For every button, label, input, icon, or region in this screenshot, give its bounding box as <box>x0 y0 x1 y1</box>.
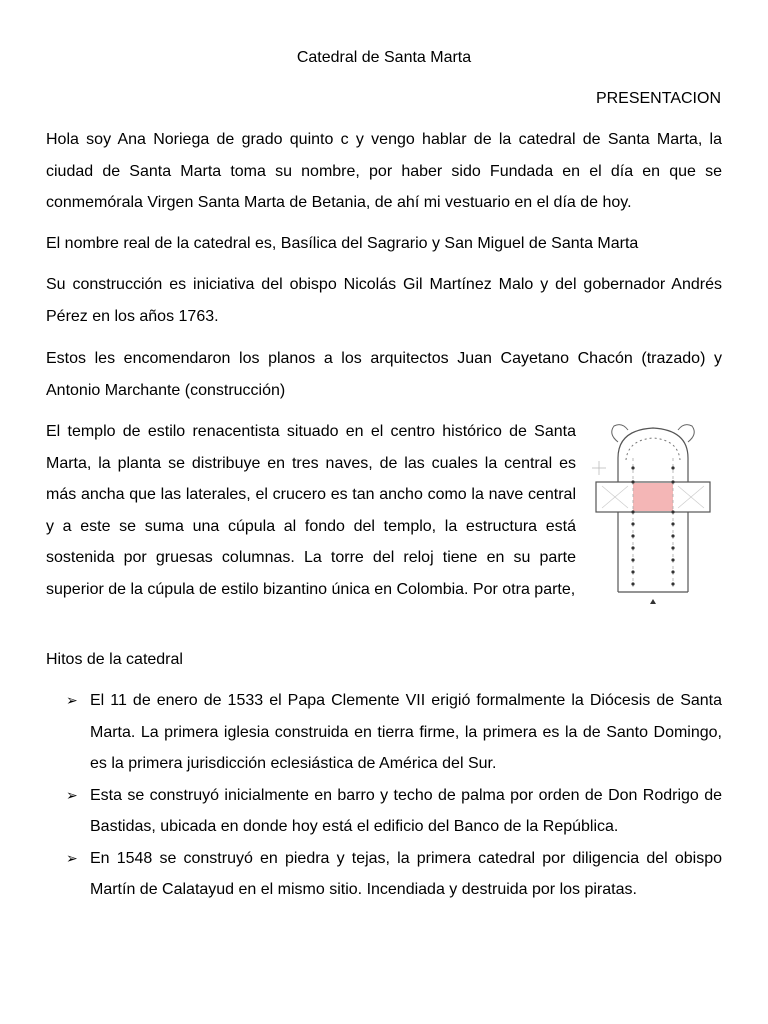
list-item <box>66 843 722 906</box>
paragraph-real-name: El nombre real de la catedral es, Basílica del Sagrario y San Miguel de Santa Marta <box>46 235 639 252</box>
paragraph-temple-description: El templo de estilo renacentista situado en el centro histórico de Santa Marta, la planta se distribuye en tres naves, de las cuales la central es más ancha que las laterales, el crucero es tan ancho como la nave central y a este se suma una cúpula al fondo del templo, la estructura está sostenida por gruesas columnas. La torre del reloj tiene en su parte superior de la cúpula de estilo bizantino única en Colombia. Por otra parte, <box>46 423 576 598</box>
arrow-bullet-icon: ➢ <box>66 786 78 803</box>
arrow-bullet-icon: ➢ <box>66 692 78 708</box>
milestones-list <box>66 685 722 906</box>
list-item <box>66 685 722 780</box>
paragraph-milestones-heading: Hitos de la catedral <box>46 651 183 668</box>
paragraph-architects: Estos les encomendaron los planos a los arquitectos Juan Cayetano Chacón (trazado) y Antonio Marchante (construcción) <box>46 350 722 399</box>
paragraph-intro: Hola soy Ana Noriega de grado quinto c y vengo hablar de la catedral de Santa Marta, la ciudad de Santa Marta toma su nombre, por haber sido Fundada en el día en que se conmemórala Virgen Santa Marta de Betania, de ahí mi vestuario en el día de hoy. <box>46 131 722 211</box>
paragraph-construction: Su construcción es iniciativa del obispo Nicolás Gil Martínez Malo y del gobernador Andrés Pérez en los años 1763. <box>46 276 722 325</box>
list-item-text: Esta se construyó inicialmente en barro y techo de palma por orden de Don Rodrigo de Bastidas, ubicada en donde hoy está el edificio del Banco de la República. <box>90 786 722 835</box>
list-item <box>66 780 722 843</box>
document-title: Catedral de Santa Marta <box>296 49 472 66</box>
cathedral-floor-plan-image <box>588 420 718 610</box>
arrow-bullet-icon: ➢ <box>66 849 78 866</box>
list-item-text: En 1548 se construyó en piedra y tejas, la primera catedral por diligencia del obispo Martín de Calatayud en el mismo sitio. Incendiada y destruida por los piratas. <box>90 849 722 898</box>
list-item-text: El 11 de enero de 1533 el Papa Clemente VII erigió formalmente la Diócesis de Santa Marta. La primera iglesia construida en tierra firme, la primera es la de Santo Domingo, es la primera jurisdicción eclesiástica de América del Sur. <box>90 692 722 772</box>
section-heading: PRESENTACION <box>595 90 721 107</box>
